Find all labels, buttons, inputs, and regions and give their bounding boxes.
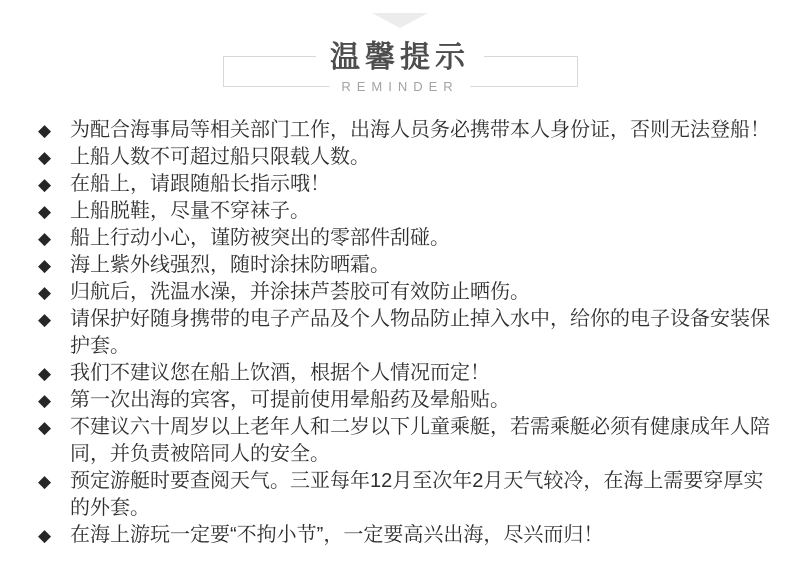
list-item-text: 海上紫外线强烈，随时涂抹防晒霜。 xyxy=(70,254,390,276)
diamond-bullet-icon: ◆ xyxy=(38,472,52,491)
list-item xyxy=(38,225,770,252)
list-item-text: 归航后，洗温水澡，并涂抹芦荟胶可有效防止晒伤。 xyxy=(70,281,530,303)
list-item xyxy=(38,171,770,198)
page-title: 温馨提示 xyxy=(316,41,484,75)
reminder-notice-page xyxy=(0,13,800,583)
list-item xyxy=(38,360,770,387)
diamond-bullet-icon: ◆ xyxy=(38,256,52,275)
triangle-down-icon xyxy=(372,13,428,28)
diamond-bullet-icon: ◆ xyxy=(38,418,52,437)
diamond-bullet-icon: ◆ xyxy=(38,391,52,410)
list-item xyxy=(38,252,770,279)
list-item-text: 请保护好随身携带的电子产品及个人物品防止掉入水中，给你的电子设备安装保护套。 xyxy=(70,308,770,357)
list-item-text: 上船人数不可超过船只限载人数。 xyxy=(70,146,370,168)
diamond-bullet-icon: ◆ xyxy=(38,175,52,194)
list-item-text: 第一次出海的宾客，可提前使用晕船药及晕船贴。 xyxy=(70,389,510,411)
list-item xyxy=(38,306,770,360)
diamond-bullet-icon: ◆ xyxy=(38,148,52,167)
diamond-bullet-icon: ◆ xyxy=(38,526,52,545)
list-item-text: 不建议六十周岁以上老年人和二岁以下儿童乘艇，若需乘艇必须有健康成年人陪同，并负责被陪同人的安全。 xyxy=(70,416,770,465)
diamond-bullet-icon: ◆ xyxy=(38,310,52,329)
diamond-bullet-icon: ◆ xyxy=(38,364,52,383)
list-item xyxy=(38,414,770,468)
diamond-bullet-icon: ◆ xyxy=(38,283,52,302)
list-item xyxy=(38,468,770,522)
tips-list xyxy=(38,117,770,549)
list-item xyxy=(38,522,770,549)
diamond-bullet-icon: ◆ xyxy=(38,229,52,248)
list-item-text: 在船上，请跟随船长指示哦！ xyxy=(70,173,330,195)
list-item-text: 我们不建议您在船上饮酒，根据个人情况而定！ xyxy=(70,362,490,384)
list-item-text: 在海上游玩一定要“不拘小节”，一定要高兴出海，尽兴而归！ xyxy=(70,524,604,546)
list-item xyxy=(38,144,770,171)
list-item xyxy=(38,279,770,306)
list-item-text: 预定游艇时要查阅天气。三亚每年12月至次年2月天气较冷，在海上需要穿厚实的外套。 xyxy=(70,470,764,519)
diamond-bullet-icon: ◆ xyxy=(38,202,52,221)
diamond-bullet-icon: ◆ xyxy=(38,121,52,140)
list-item xyxy=(38,387,770,414)
list-item-text: 上船脱鞋，尽量不穿袜子。 xyxy=(70,200,310,222)
list-item-text: 船上行动小心，谨防被突出的零部件刮碰。 xyxy=(70,227,450,249)
header-frame xyxy=(223,41,578,94)
page-subtitle: REMINDER xyxy=(329,79,470,95)
list-item-text: 为配合海事局等相关部门工作，出海人员务必携带本人身份证，否则无法登船！ xyxy=(70,119,770,141)
list-item xyxy=(38,198,770,225)
list-item xyxy=(38,117,770,144)
